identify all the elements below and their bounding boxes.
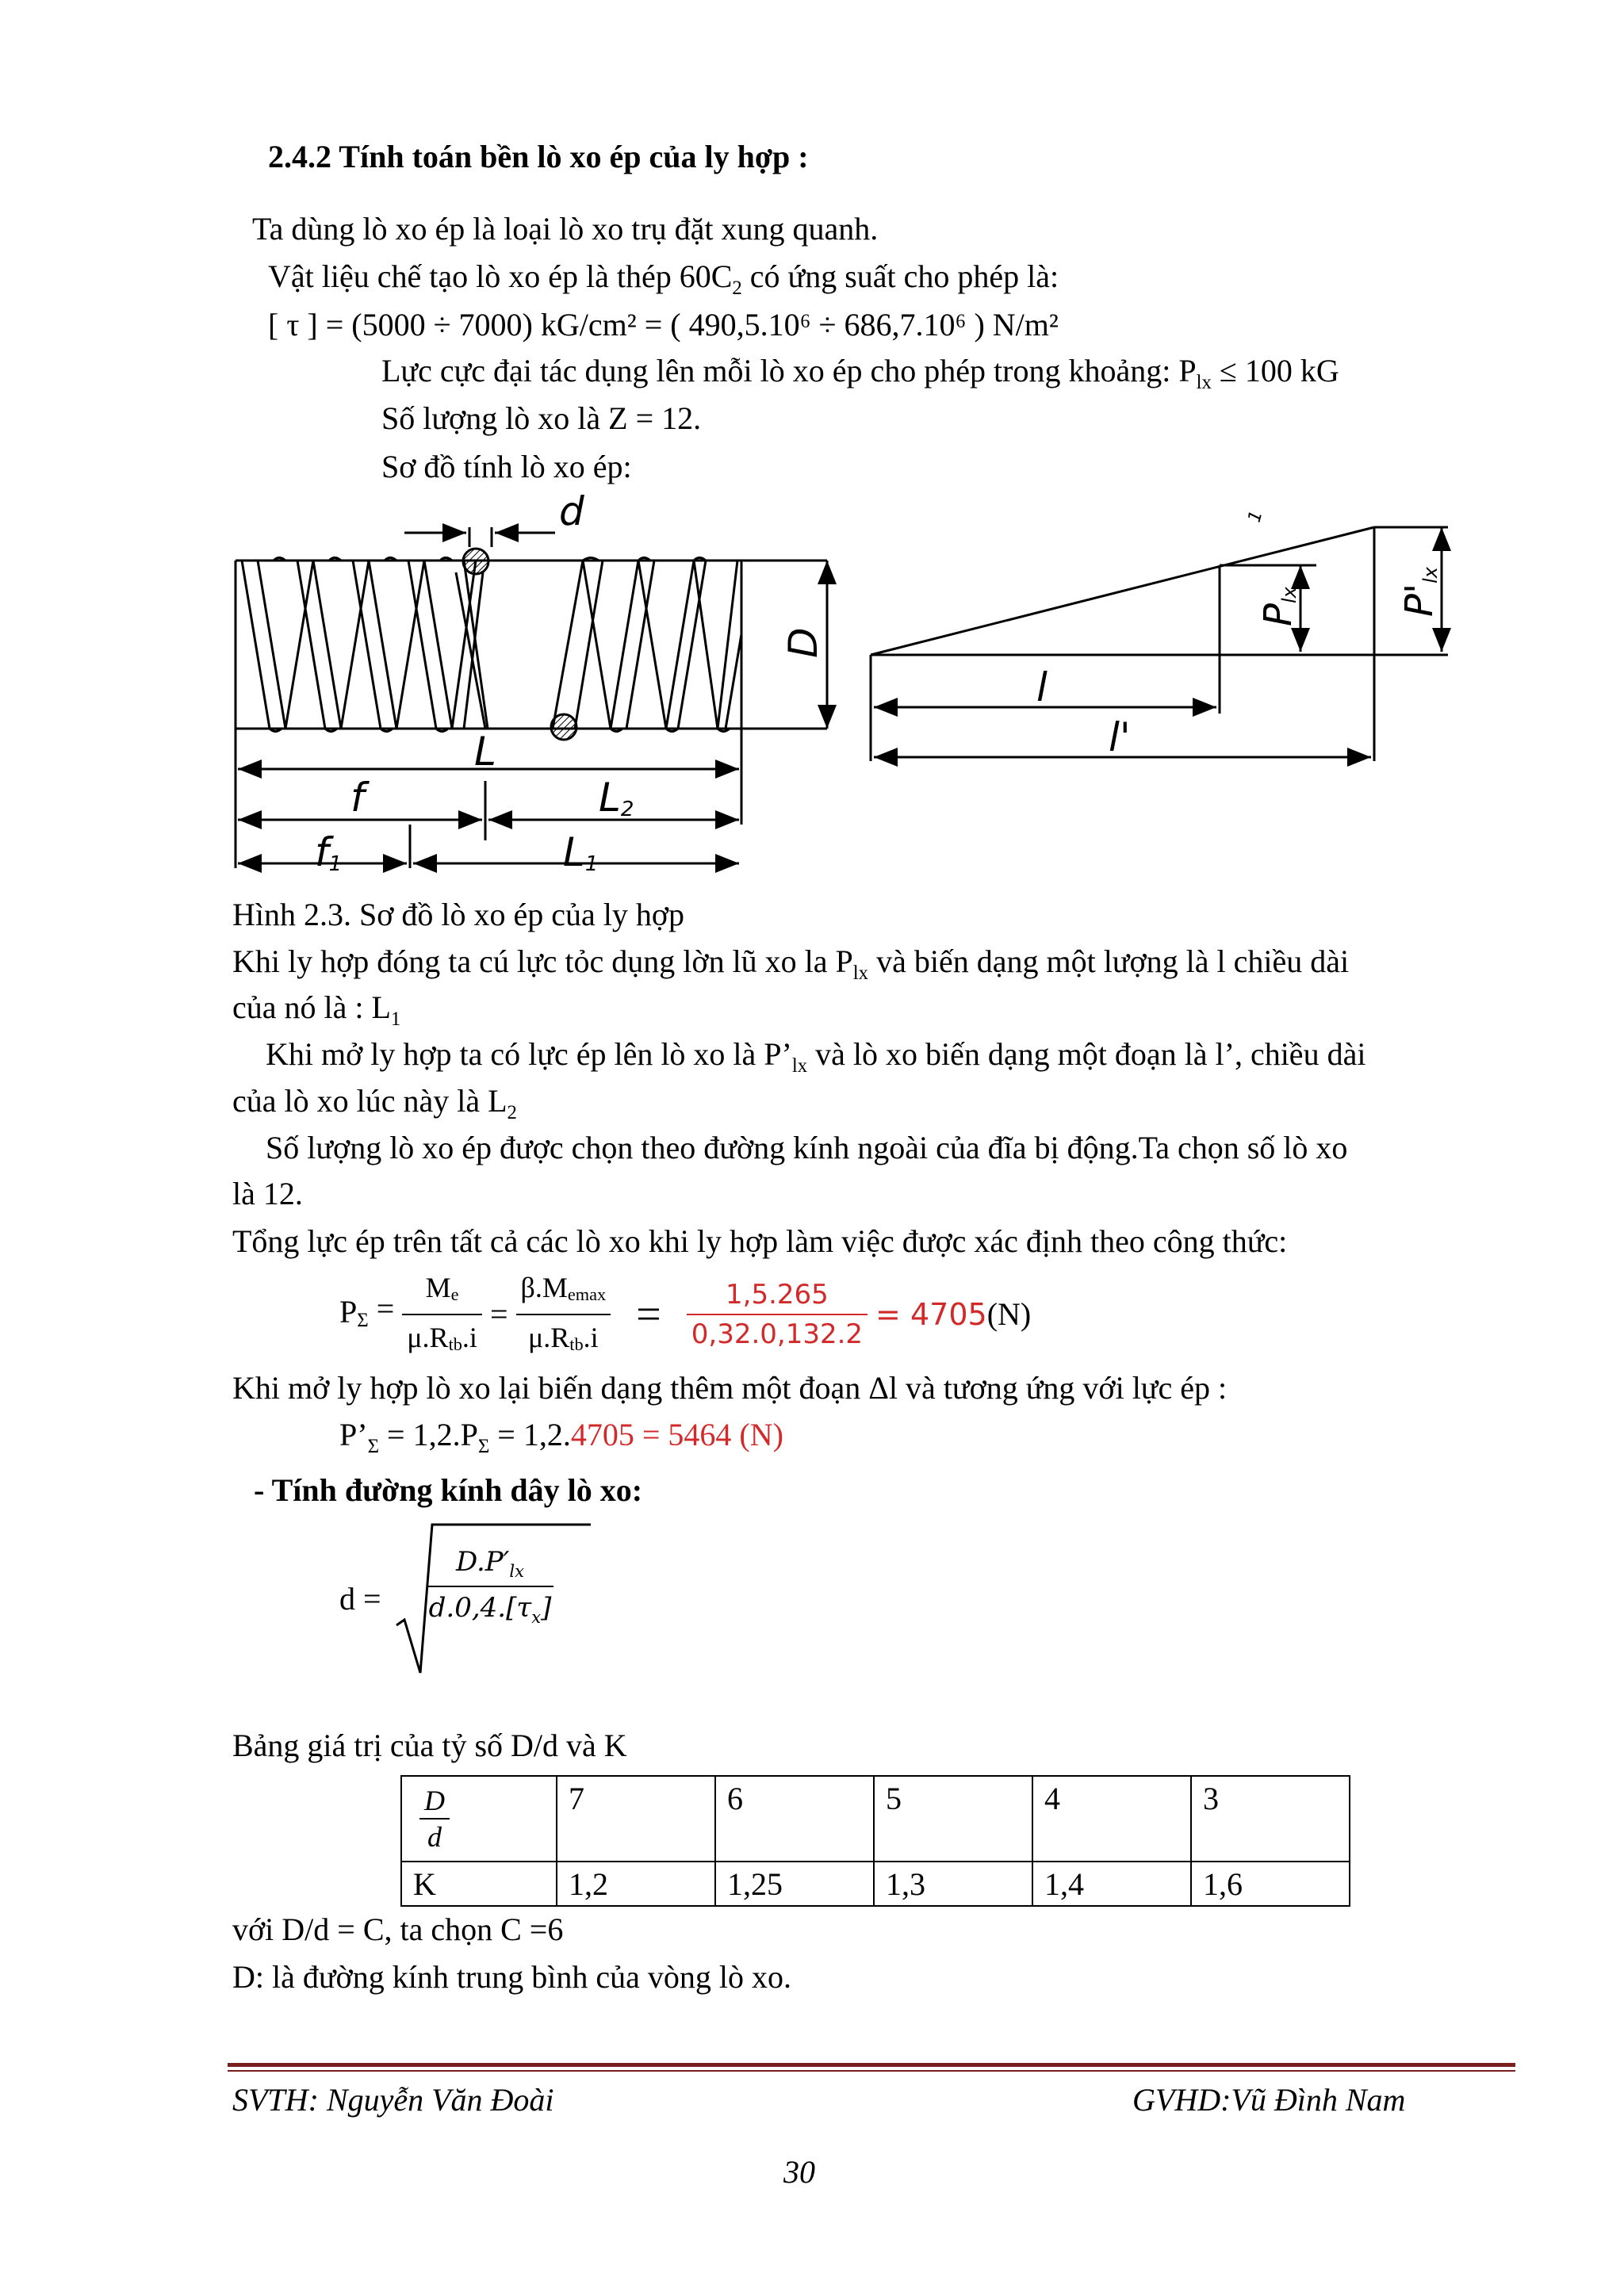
cell-dd: 5 (874, 1776, 1032, 1862)
label-l: l (1036, 664, 1048, 710)
para1-line2: của nó là : $L_1$ (232, 989, 401, 1030)
section-heading: 2.4.2 Tính toán bền lò xo ép của ly hợp : (268, 139, 809, 174)
para2-line2: của lò xo lúc này là $L_2$ (232, 1083, 517, 1123)
para3-line2: là 12. (232, 1176, 303, 1211)
label-1: 1 (1244, 508, 1267, 525)
figure-caption: Hình 2.3. Sơ đồ lò xo ép của ly hợp (232, 897, 685, 932)
footer-rule (228, 2063, 1515, 2067)
label-f1: f1 (315, 829, 343, 876)
label-f: f (350, 775, 365, 821)
after-table-line1: với D/d = C, ta chọn C =6 (232, 1911, 564, 1947)
footer-rule-thin (228, 2070, 1515, 2072)
table-title: Bảng giá trị của tỷ số D/d và K (232, 1728, 627, 1763)
formula-wire-fraction: $D.P'_{lx}$ $d.0,4.[\tau_x]$ (427, 1546, 553, 1627)
label-Plx: Plx (1256, 587, 1300, 626)
label-Pplx: P'lx (1397, 566, 1442, 617)
footer-advisor: GVHD:Vũ Đình Nam (1132, 2082, 1406, 2118)
wire-section-bottom (551, 714, 576, 740)
spring-diagram (222, 488, 1467, 884)
cell-k-label: K (401, 1862, 557, 1906)
page-number: 30 (783, 2154, 815, 2190)
intro-line-2: Vật liệu chế tạo lò xo ép là thép $60C_2$ có ứng suất cho phép là: (268, 258, 1059, 299)
intro-line-3: [ τ ] = (5000 ÷ 7000) kG/cm² = ( 490,5.10⁶ ÷ 686,7.10⁶ ) N/m² (268, 307, 1059, 342)
para1-line1: Khi ly hợp đóng ta cú lực tỏc dụng lờn lũ xo la $P_{lx}$ và biến dạng một lượng là l chiều dài (232, 943, 1350, 984)
formula-total-force: $P_\Sigma$ = $\frac{M_e}{\mu.R_{tb}.i}$ = $\frac{\beta.M_{emax}}{\mu.R_{tb}.i}$ = $\frac{1,5.265}{0,32.0,132.2}$ = 4705(N) (339, 1265, 1031, 1364)
formula-wire-lhs: d = (339, 1581, 381, 1617)
intro-line-4: Lực cực đại tác dụng lên mỗi lò xo ép cho phép trong khoảng: $P_{lx} \le 100$ kG (381, 353, 1339, 393)
intro-line-1: Ta dùng lò xo ép là loại lò xo trụ đặt xung quanh. (252, 211, 879, 247)
cell-dd: 6 (715, 1776, 874, 1862)
label-D: D (780, 627, 826, 658)
cell-k: 1,3 (874, 1862, 1032, 1906)
para5: Khi mở ly hợp lò xo lại biến dạng thêm một đoạn Δl và tương ứng với lực ép : (232, 1370, 1228, 1406)
para4: Tổng lực ép trên tất cả các lò xo khi ly hợp làm việc được xác định theo công thức: (232, 1223, 1288, 1259)
intro-line-6: Sơ đồ tính lò xo ép: (381, 449, 632, 484)
cell-ratio-header: $\frac{D}{d}$ (401, 1776, 557, 1862)
table-row-k (401, 1862, 1350, 1906)
cell-dd: 3 (1191, 1776, 1350, 1862)
cell-k: 1,25 (715, 1862, 874, 1906)
label-L1: L1 (563, 829, 599, 876)
cell-k: 1,6 (1191, 1862, 1350, 1906)
footer-student: SVTH: Nguyễn Văn Đoài (232, 2082, 554, 2118)
table-row-dd (401, 1776, 1350, 1862)
wire-section-top (463, 549, 488, 574)
cell-k: 1,2 (557, 1862, 715, 1906)
label-L: L (474, 729, 496, 775)
cell-k: 1,4 (1032, 1862, 1191, 1906)
after-table-line2: D: là đường kính trung bình của vòng lò xo. (232, 1959, 791, 1995)
cell-dd: 4 (1032, 1776, 1191, 1862)
label-l-prime: l' (1109, 714, 1131, 760)
intro-line-5: Số lượng lò xo là Z = 12. (381, 400, 702, 436)
para2-line1: Khi mở ly hợp ta có lực ép lên lò xo là $P’_{lx}$ và lò xo biến dạng một đoạn là l’, chiều dài (266, 1036, 1366, 1077)
formula-open-force: $P’_\Sigma = 1,2.P_\Sigma = 1,2.4705 = 5464$ (N) (339, 1417, 783, 1457)
label-L2: L2 (599, 775, 634, 821)
cell-dd: 7 (557, 1776, 715, 1862)
label-d: d (559, 488, 584, 534)
subheading-wire-diameter: - Tính đường kính dây lò xo: (254, 1472, 643, 1508)
ratio-table (400, 1775, 1350, 1907)
para3-line1: Số lượng lò xo ép được chọn theo đường kính ngoài của đĩa bị động.Ta chọn số lò xo (266, 1130, 1348, 1165)
